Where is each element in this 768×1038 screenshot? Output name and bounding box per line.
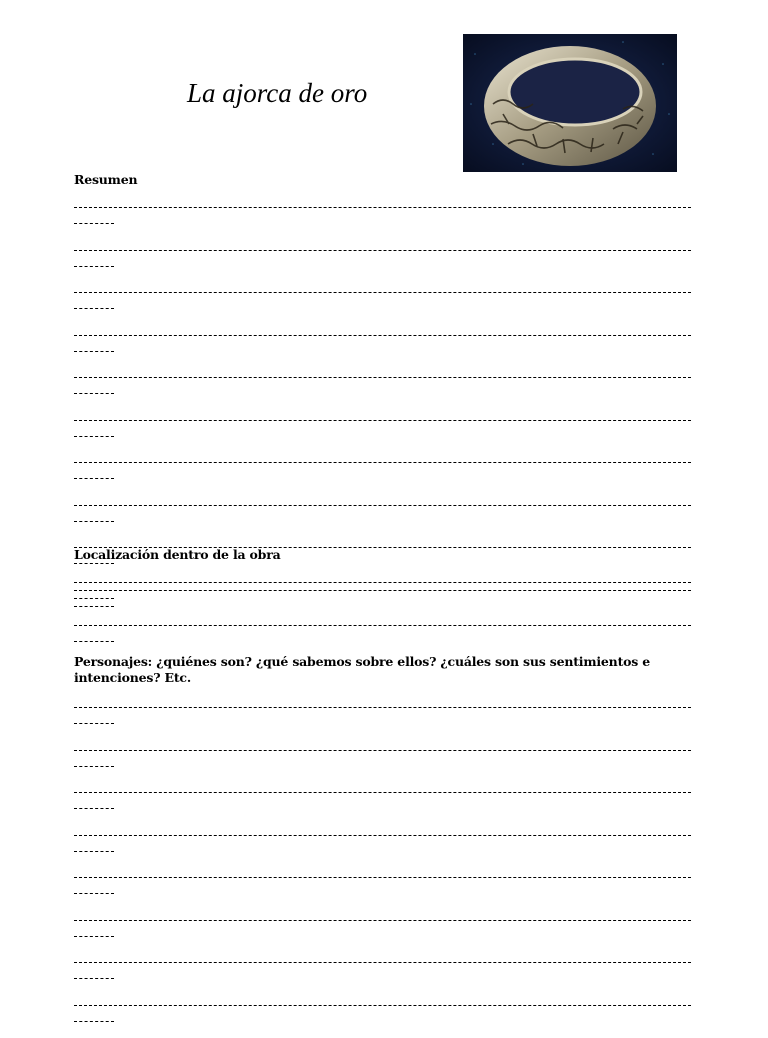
answer-line [74, 250, 692, 284]
dashed-line-short [74, 266, 114, 267]
dashed-line-long [74, 707, 691, 708]
dashed-line-short [74, 478, 114, 479]
dashed-line-short [74, 436, 114, 437]
personajes-lines [74, 698, 692, 1038]
answer-line [74, 707, 692, 741]
dashed-line-long [74, 625, 691, 626]
answer-line [74, 462, 692, 496]
answer-line [74, 292, 692, 326]
answer-line [74, 377, 692, 411]
dashed-line-short [74, 393, 114, 394]
answer-line [74, 335, 692, 369]
document-title: La ajorca de oro [187, 78, 367, 109]
dashed-line-short [74, 223, 114, 224]
dashed-line-short [74, 308, 114, 309]
dashed-line-short [74, 893, 114, 894]
dashed-line-long [74, 1005, 691, 1006]
answer-line [74, 750, 692, 784]
personajes-heading-line2: intenciones? Etc. [74, 670, 650, 686]
personajes-heading [74, 654, 650, 686]
answer-line [74, 505, 692, 539]
dashed-line-short [74, 766, 114, 767]
dashed-line-long [74, 207, 691, 208]
dashed-line-short [74, 521, 114, 522]
answer-line [74, 582, 692, 616]
dashed-line-short [74, 641, 114, 642]
dashed-line-short [74, 351, 114, 352]
dashed-line-long [74, 420, 691, 421]
dashed-line-short [74, 723, 114, 724]
answer-line [74, 625, 692, 659]
dashed-line-long [74, 582, 691, 583]
dashed-line-short [74, 1021, 114, 1022]
answer-line [74, 920, 692, 954]
answer-line [74, 877, 692, 911]
dashed-line-long [74, 962, 691, 963]
localizacion-lines [74, 573, 692, 658]
dashed-line-short [74, 936, 114, 937]
dashed-line-long [74, 877, 691, 878]
localizacion-heading: Localización dentro de la obra [74, 547, 281, 563]
dashed-line-short [74, 978, 114, 979]
dashed-line-long [74, 462, 691, 463]
dashed-line-long [74, 835, 691, 836]
dashed-line-long [74, 335, 691, 336]
answer-line [74, 962, 692, 996]
answer-line [74, 1005, 692, 1038]
answer-line [74, 207, 692, 241]
dashed-line-long [74, 920, 691, 921]
dashed-line-short [74, 563, 114, 564]
dashed-line-short [74, 598, 114, 599]
dashed-line-long [74, 250, 691, 251]
resumen-heading: Resumen [74, 172, 137, 188]
ring-photo [463, 34, 677, 172]
dashed-line-long [74, 505, 691, 506]
personajes-heading-line1: Personajes: ¿quiénes son? ¿qué sabemos sobre ellos? ¿cuáles son sus sentimientos e [74, 654, 650, 670]
answer-line [74, 835, 692, 869]
dashed-line-short [74, 808, 114, 809]
dashed-line-long [74, 377, 691, 378]
answer-line [74, 420, 692, 454]
dashed-line-long [74, 292, 691, 293]
dashed-line-short [74, 851, 114, 852]
dashed-line-long [74, 792, 691, 793]
dashed-line-long [74, 750, 691, 751]
answer-line [74, 792, 692, 826]
